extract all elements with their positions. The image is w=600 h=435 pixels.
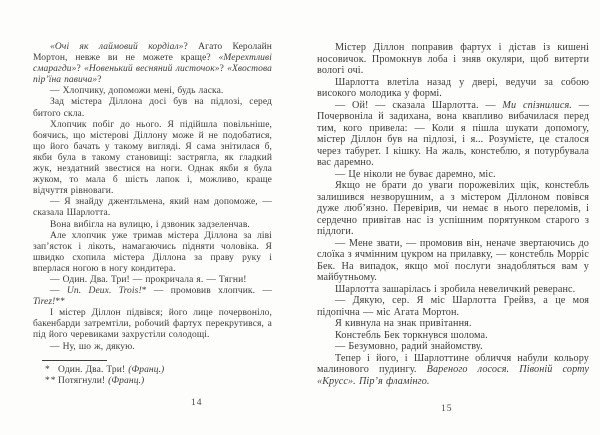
paragraph xyxy=(317,42,589,77)
text-segment: ? xyxy=(97,75,102,86)
text-segment: Зад містера Діллона досі був на підлозі, серед битого скла. xyxy=(33,97,272,119)
text-segment: * — промовив хлопчик. — xyxy=(141,286,273,297)
text-segment: Хлопчик побіг до нього. Я підійшла повільніше, боячись, що містерові Діллону може й не подобатися, що його бачать у такому вигляді. Я сама знітилася б, якби була в такому становищі: застрягла, як гладкий жук, нездатний звестися на ноги. Однак якби я була жуком, то мала б шість лапок і, можливо, краще відчуття рівноваги. xyxy=(33,119,272,197)
paragraph xyxy=(317,100,589,169)
text-segment: Один. Два. Три! xyxy=(58,364,129,375)
text-segment-italic: «Мерехтливі смарагди» xyxy=(33,53,272,75)
footnote-list xyxy=(33,365,272,387)
paragraph xyxy=(33,231,272,275)
text-segment-italic: Un. Deux. Trois! xyxy=(66,286,142,297)
paragraph xyxy=(33,42,272,86)
page-number-right: 15 xyxy=(441,404,453,414)
paragraph xyxy=(317,77,589,100)
text-segment: — Мене звати, — промовив він, неначе звертаючись до слоїка з ячмінним цукром на прилавку, — констебль Морріс Бек. На випадок, якщо мої послуги знадобляться вам у майбутньому. xyxy=(317,237,589,283)
text-segment: Констебль Бек торкнувся шолома. xyxy=(335,329,488,341)
text-segment: Я кивнула на знак привітання. xyxy=(335,318,472,329)
text-segment: Шарлотта зашарілась і зробила невеличкий реверанс. xyxy=(335,283,576,295)
paragraph xyxy=(317,238,589,284)
text-segment-italic: (Франц.) xyxy=(128,364,165,375)
text-segment: Якщо не брати до уваги порожевілих щік, констебль залишився незворушним, а з містером Діллоном повівся дуже люб’язно. Перевірив, чи немає в нього переломів, і сердечно привітав нас із успішним порятунком старого з підлоги. xyxy=(317,180,589,237)
text-segment: — Хлопчику, допоможи мені, будь ласка. xyxy=(50,86,224,97)
paragraph xyxy=(317,169,589,181)
paragraph xyxy=(33,308,272,341)
text-segment: — Почервоніла й задихана, вона квапливо вибачилася перед тим, кого привела: — Коли я пішла шукати допомогу, містер Діллон був на підлозі, і я... Розумієте, це сталося через табурет. І кішку. На жаль, констеблю, я потурбувала вас даремно. xyxy=(317,99,590,168)
text-segment: — Один. Два. Три! — прокричала я. — Тягни! xyxy=(50,274,247,285)
text-segment: Але хлопчик уже тримав містера Діллона за ліві зап’ясток і лікоть, намагаючись підняти чоловіка. Я швидко схопила містера Діллона за праву руку і вперлася ногою в ногу кондитера. xyxy=(33,230,272,274)
text-segment-italic: «Очі як лаймовий кордіал» xyxy=(50,42,184,52)
text-segment: Тепер і його, і Шарлоттине обличчя набули кольору малинового пудингу. xyxy=(317,352,589,375)
text-segment-italic: Tirez! xyxy=(33,297,56,308)
footnote-divider xyxy=(42,360,107,361)
text-segment-italic: «Хвостова пір’їна павича» xyxy=(33,64,272,86)
paragraph xyxy=(33,342,272,353)
text-segment: — xyxy=(50,286,67,297)
text-segment: — Ну, шо ж, дякую. xyxy=(50,341,135,352)
text-segment-italic: Вареного лосося. Півоній сорту «Крусс». Пір’я фламінго. xyxy=(317,364,589,387)
paragraph xyxy=(317,341,589,353)
paragraph xyxy=(317,330,589,342)
paragraph xyxy=(33,197,272,219)
footnote-marker: * xyxy=(45,364,51,375)
page-right-text xyxy=(317,42,589,387)
text-segment: — Ой! — сказала Шарлотта. — xyxy=(335,99,503,111)
footnote xyxy=(33,376,272,387)
paragraph xyxy=(33,86,272,97)
text-segment-italic: (Франц.) xyxy=(108,375,145,386)
paragraph xyxy=(33,286,272,308)
page-number-left: 14 xyxy=(191,398,203,408)
page-left xyxy=(33,42,272,387)
paragraph xyxy=(33,120,272,198)
text-segment: ? xyxy=(219,64,228,75)
text-segment: ** xyxy=(55,297,66,308)
footnote xyxy=(33,365,272,376)
paragraph xyxy=(33,275,272,286)
text-segment: Потягнули! xyxy=(58,375,109,386)
text-segment: Містер Діллон поправив фартух і дістав із кишені носовичок. Промокнув лоба і зняв окуляри, щоб витерти вологі очі. xyxy=(317,42,589,76)
page-right xyxy=(317,42,589,387)
text-segment: — Дякую, сер. Я міс Шарлотта Грейвз, а це моя підопічна — міс Агата Мортон. xyxy=(317,295,589,318)
text-segment: — Безумовно, радий знайомству. xyxy=(335,341,483,352)
text-segment-italic: «Новенький весняний листочок» xyxy=(84,64,220,75)
paragraph xyxy=(317,295,589,318)
paragraph xyxy=(317,284,589,296)
paragraph xyxy=(317,318,589,330)
paragraph xyxy=(33,220,272,231)
text-segment: — Це ніколи не буває даремно, міс. xyxy=(335,168,496,180)
footnote-marker: ** xyxy=(45,375,57,386)
paragraph xyxy=(317,180,589,238)
text-segment: Вона вибігла на вулицю, і дзвоник задзеленчав. xyxy=(50,219,250,230)
text-segment: ? Агато Керолайн Мортон, невже ви не можете краще? xyxy=(33,42,272,64)
text-segment: ? xyxy=(76,64,85,75)
paragraph xyxy=(317,353,589,388)
text-segment: І містер Діллон підвівся; його лице почервоніло, бакенбарди затремтіли, робочий фартух перекрутився, а під його черевиками захрустіли солодощі. xyxy=(33,308,272,341)
text-segment: — Я знайду джентльмена, який нам допоможе, — сказала Шарлотта. xyxy=(33,197,272,219)
text-segment: Шарлотта влетіла назад у двері, ведучи за собою високого молодика у формі. xyxy=(317,76,589,99)
footnote-section xyxy=(33,360,272,387)
page-left-text xyxy=(33,42,272,353)
text-segment-italic: Ми спізнилися. xyxy=(502,99,572,111)
paragraph xyxy=(33,97,272,119)
